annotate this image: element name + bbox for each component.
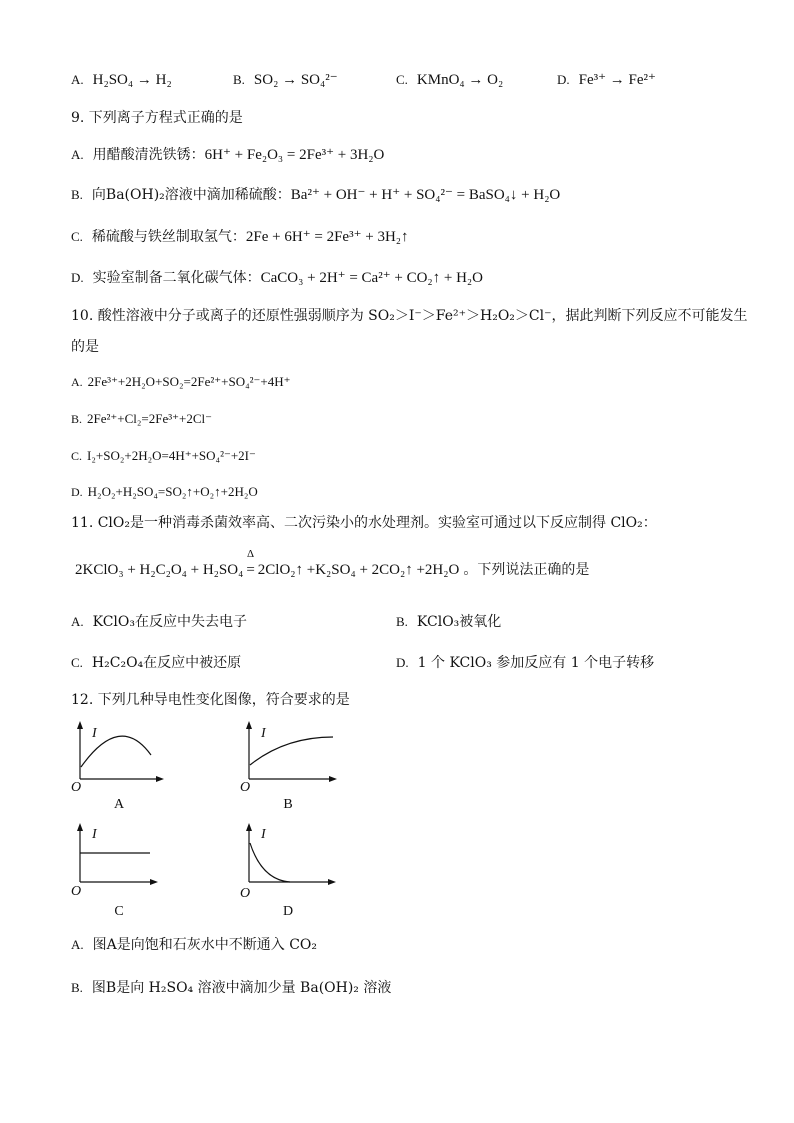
q10-option-b [71, 409, 212, 430]
q8-option-b [233, 70, 338, 91]
q11-option-d [396, 653, 654, 674]
option-label: B. [233, 72, 245, 87]
equation-right: 2ClO₂↑ +K₂SO₄ + 2CO₂↑ +2H₂O [257, 562, 460, 578]
graph-b [240, 721, 337, 812]
q11-options-row-1 [0, 612, 794, 632]
q11-option-a [71, 612, 247, 633]
graph-d [240, 823, 336, 919]
origin-label: O [240, 886, 251, 901]
option-formula: 2Fe³⁺+2H₂O+SO₂=2Fe²⁺+SO₄²⁻+4H⁺ [87, 374, 291, 389]
conductivity-curve [250, 843, 290, 882]
q10-option-d [71, 482, 258, 503]
y-axis-arrow-icon [246, 823, 252, 831]
option-label: C. [396, 72, 408, 87]
equation-left: 2KClO₃ + H₂C₂O₄ + H₂SO₄ [75, 562, 244, 578]
origin-label: O [240, 780, 251, 795]
option-text: KClO₃被氧化 [416, 614, 502, 630]
option-label: D. [557, 72, 570, 87]
option-text: KClO₃在反应中失去电子 [92, 614, 248, 630]
x-axis-arrow-icon [329, 776, 337, 782]
option-formula: H₂SO₄ → H₂ [92, 72, 172, 88]
equation-tail: 。下列说法正确的是 [463, 562, 590, 578]
conductivity-curve [250, 737, 333, 765]
axis-label-i: I [92, 726, 97, 741]
q12-option-a [71, 935, 317, 956]
q12-option-b [71, 978, 391, 999]
option-text: 图A是向饱和石灰水中不断通入 CO₂ [92, 937, 318, 953]
axis-label-i: I [261, 726, 266, 741]
equals-sign: = [246, 562, 255, 578]
option-formula: 6H⁺ + Fe₂O₃ = 2Fe³⁺ + 3H₂O [204, 147, 385, 163]
origin-label: O [71, 780, 82, 795]
q11-options-row-2 [0, 653, 794, 673]
option-label: D. [396, 655, 409, 670]
option-formula: H₂O₂+H₂SO₄=SO₂↑+O₂↑+2H₂O [87, 484, 258, 499]
q11-option-b [396, 612, 501, 633]
option-label: B. [71, 980, 83, 995]
option-formula: I₂+SO₂+2H₂O=4H⁺+SO₄²⁻+2I⁻ [87, 448, 256, 463]
y-axis-arrow-icon [77, 721, 83, 729]
q12-stem: 12. 下列几种导电性变化图像，符合要求的是 [71, 692, 350, 708]
option-formula: SO₂ → SO₄²⁻ [253, 72, 338, 88]
graph-caption: A [113, 797, 125, 812]
heating-condition: Δ [247, 548, 255, 560]
graph-caption: B [283, 797, 293, 812]
option-label: A. [71, 72, 84, 87]
option-label: D. [71, 270, 84, 285]
q9-option-a [71, 145, 384, 166]
graph-c [71, 823, 158, 919]
option-label: A. [71, 937, 84, 952]
option-label: C. [71, 449, 83, 463]
option-label: B. [71, 412, 83, 426]
option-text: 1 个 KClO₃ 参加反应有 1 个电子转移 [417, 655, 655, 671]
q8-option-d [557, 70, 656, 91]
q9-option-b [71, 185, 560, 206]
q12-graphs [55, 715, 355, 925]
q9-option-c [71, 227, 409, 248]
graph-caption: C [114, 904, 124, 919]
q11-equation [75, 548, 590, 583]
heating-equals-sign [246, 548, 255, 583]
option-formula: Fe³⁺ → Fe²⁺ [578, 72, 656, 88]
option-formula: CaCO₃ + 2H⁺ = Ca²⁺ + CO₂↑ + H₂O [260, 270, 483, 286]
q8-option-a [71, 70, 172, 91]
option-label: B. [396, 614, 408, 629]
option-label: A. [71, 375, 83, 389]
q11-stem: 11. ClO₂是一种消毒杀菌效率高、二次污染小的水处理剂。实验室可通过以下反应制得 ClO₂： [71, 515, 657, 531]
q11-option-c [71, 653, 241, 674]
origin-label: O [71, 884, 82, 899]
axis-label-i: I [261, 827, 266, 842]
axis-label-i: I [92, 827, 97, 842]
q8-options-row [0, 70, 794, 90]
option-formula: Ba²⁺ + OH⁻ + H⁺ + SO₄²⁻ = BaSO₄↓ + H₂O [290, 187, 561, 203]
graph-a [71, 721, 164, 812]
q10-option-a [71, 372, 290, 393]
option-label: B. [71, 187, 83, 202]
x-axis-arrow-icon [156, 776, 164, 782]
option-label: A. [71, 614, 84, 629]
option-text: 实验室制备二氧化碳气体： [92, 270, 261, 286]
q10-stem-line-2: 的是 [71, 339, 99, 355]
option-text: H₂C₂O₄在反应中被还原 [91, 655, 242, 671]
option-formula: KMnO₄ → O₂ [416, 72, 504, 88]
x-axis-arrow-icon [328, 879, 336, 885]
y-axis-arrow-icon [246, 721, 252, 729]
q10-option-c [71, 446, 256, 467]
option-text: 图B是向 H₂SO₄ 溶液中滴加少量 Ba(OH)₂ 溶液 [91, 980, 392, 996]
option-label: D. [71, 485, 83, 499]
graph-caption: D [282, 904, 294, 919]
option-text: 向Ba(OH)₂溶液中滴加稀硫酸： [91, 187, 291, 203]
option-label: C. [71, 655, 83, 670]
q9-option-d [71, 268, 483, 289]
option-formula: 2Fe²⁺+Cl₂=2Fe³⁺+2Cl⁻ [87, 411, 212, 426]
q9-stem: 9. 下列离子方程式正确的是 [71, 110, 243, 126]
q10-stem-line-1: 10. 酸性溶液中分子或离子的还原性强弱顺序为 SO₂＞I⁻＞Fe²⁺＞H₂O₂＞Cl⁻，据此判断下列反应不可能发生 [71, 308, 748, 324]
option-text: 用醋酸清洗铁锈： [92, 147, 205, 163]
q8-option-c [396, 70, 503, 91]
x-axis-arrow-icon [150, 879, 158, 885]
option-label: C. [71, 229, 83, 244]
option-label: A. [71, 147, 84, 162]
option-text: 稀硫酸与铁丝制取氢气： [91, 229, 246, 245]
y-axis-arrow-icon [77, 823, 83, 831]
option-formula: 2Fe + 6H⁺ = 2Fe³⁺ + 3H₂↑ [245, 229, 409, 245]
